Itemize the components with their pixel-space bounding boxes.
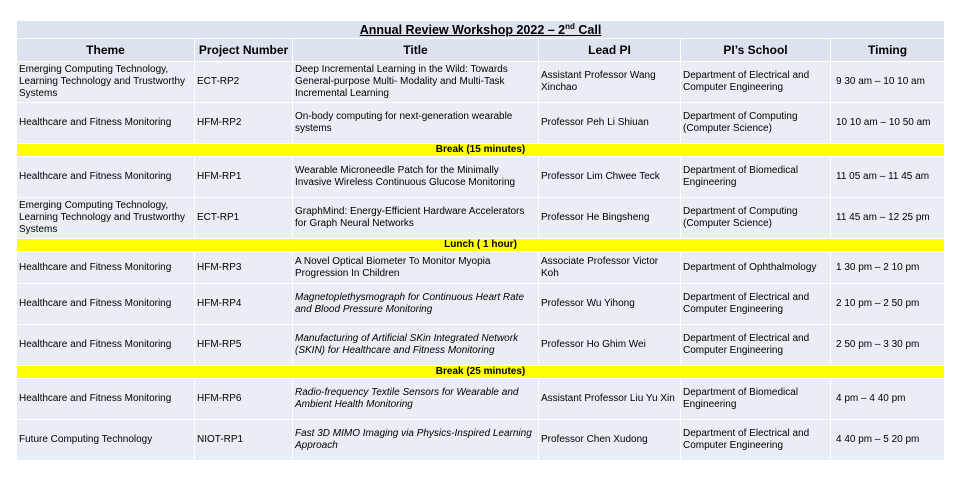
break-row	[17, 366, 945, 379]
cell-project-number: HFM-RP3	[195, 252, 293, 284]
break-row	[17, 239, 945, 252]
cell-theme: Healthcare and Fitness Monitoring	[17, 157, 195, 198]
cell-pi-school: Department of Biomedical Engineering	[681, 379, 831, 420]
cell-theme: Healthcare and Fitness Monitoring	[17, 379, 195, 420]
header-row	[17, 39, 945, 62]
document-title	[17, 21, 945, 39]
title-superscript: nd	[565, 21, 575, 31]
cell-title: A Novel Optical Biometer To Monitor Myopia Progression In Children	[293, 252, 539, 284]
cell-title: Radio-frequency Textile Sensors for Wearable and Ambient Health Monitoring	[293, 379, 539, 420]
header-lead-pi: Lead PI	[539, 39, 681, 62]
schedule-document	[16, 20, 944, 461]
break-label: Break (25 minutes)	[17, 366, 945, 379]
cell-pi-school: Department of Electrical and Computer Engineering	[681, 284, 831, 325]
cell-pi-school: Department of Electrical and Computer Engineering	[681, 62, 831, 103]
break-label: Lunch ( 1 hour)	[17, 239, 945, 252]
header-title: Title	[293, 39, 539, 62]
cell-title: On-body computing for next-generation wearable systems	[293, 103, 539, 144]
cell-lead-pi: Assistant Professor Liu Yu Xin	[539, 379, 681, 420]
cell-theme: Healthcare and Fitness Monitoring	[17, 284, 195, 325]
break-row	[17, 144, 945, 157]
session-row	[17, 284, 945, 325]
cell-timing: 2 50 pm – 3 30 pm	[831, 325, 945, 366]
cell-lead-pi: Professor Peh Li Shiuan	[539, 103, 681, 144]
cell-pi-school: Department of Computing (Computer Science)	[681, 103, 831, 144]
cell-pi-school: Department of Biomedical Engineering	[681, 157, 831, 198]
header-project-number: Project Number	[195, 39, 293, 62]
cell-timing: 9 30 am – 10 10 am	[831, 62, 945, 103]
cell-title: Wearable Microneedle Patch for the Minimally Invasive Wireless Continuous Glucose Monitoring	[293, 157, 539, 198]
schedule-body	[17, 21, 945, 461]
cell-lead-pi: Assistant Professor Wang Xinchao	[539, 62, 681, 103]
cell-lead-pi: Professor Lim Chwee Teck	[539, 157, 681, 198]
header-timing: Timing	[831, 39, 945, 62]
cell-pi-school: Department of Computing (Computer Science)	[681, 198, 831, 239]
cell-title: GraphMind: Energy-Efficient Hardware Accelerators for Graph Neural Networks	[293, 198, 539, 239]
cell-project-number: HFM-RP2	[195, 103, 293, 144]
cell-project-number: ECT-RP1	[195, 198, 293, 239]
cell-project-number: HFM-RP6	[195, 379, 293, 420]
cell-lead-pi: Associate Professor Victor Koh	[539, 252, 681, 284]
cell-title: Fast 3D MIMO Imaging via Physics-Inspired Learning Approach	[293, 420, 539, 461]
session-row	[17, 198, 945, 239]
title-text: Annual Review Workshop 2022 – 2	[359, 22, 566, 37]
cell-title: Deep Incremental Learning in the Wild: Towards General-purpose Multi- Modality and Multi-Task Incremental Learning	[293, 62, 539, 103]
cell-lead-pi: Professor Ho Ghim Wei	[539, 325, 681, 366]
cell-pi-school: Department of Electrical and Computer Engineering	[681, 420, 831, 461]
session-row	[17, 103, 945, 144]
header-theme: Theme	[17, 39, 195, 62]
cell-timing: 11 05 am – 11 45 am	[831, 157, 945, 198]
cell-project-number: ECT-RP2	[195, 62, 293, 103]
header-pi-school: PI’s School	[681, 39, 831, 62]
cell-title: Manufacturing of Artificial SKin Integrated Network (SKIN) for Healthcare and Fitness Monitoring	[293, 325, 539, 366]
cell-theme: Future Computing Technology	[17, 420, 195, 461]
cell-project-number: HFM-RP5	[195, 325, 293, 366]
title-tail: Call	[574, 22, 602, 37]
cell-theme: Emerging Computing Technology, Learning Technology and Trustworthy Systems	[17, 198, 195, 239]
cell-project-number: NIOT-RP1	[195, 420, 293, 461]
cell-lead-pi: Professor Chen Xudong	[539, 420, 681, 461]
cell-timing: 11 45 am – 12 25 pm	[831, 198, 945, 239]
session-row	[17, 252, 945, 284]
cell-timing: 4 pm – 4 40 pm	[831, 379, 945, 420]
break-label: Break (15 minutes)	[17, 144, 945, 157]
cell-pi-school: Department of Electrical and Computer Engineering	[681, 325, 831, 366]
session-row	[17, 157, 945, 198]
cell-lead-pi: Professor He Bingsheng	[539, 198, 681, 239]
cell-lead-pi: Professor Wu Yihong	[539, 284, 681, 325]
cell-theme: Healthcare and Fitness Monitoring	[17, 103, 195, 144]
session-row	[17, 379, 945, 420]
title-row	[17, 21, 945, 39]
cell-project-number: HFM-RP1	[195, 157, 293, 198]
cell-timing: 4 40 pm – 5 20 pm	[831, 420, 945, 461]
cell-theme: Healthcare and Fitness Monitoring	[17, 252, 195, 284]
cell-theme: Healthcare and Fitness Monitoring	[17, 325, 195, 366]
cell-title: Magnetoplethysmograph for Continuous Heart Rate and Blood Pressure Monitoring	[293, 284, 539, 325]
cell-timing: 1 30 pm – 2 10 pm	[831, 252, 945, 284]
session-row	[17, 62, 945, 103]
cell-project-number: HFM-RP4	[195, 284, 293, 325]
cell-timing: 2 10 pm – 2 50 pm	[831, 284, 945, 325]
session-row	[17, 325, 945, 366]
cell-timing: 10 10 am – 10 50 am	[831, 103, 945, 144]
schedule-table	[16, 20, 945, 461]
cell-pi-school: Department of Ophthalmology	[681, 252, 831, 284]
session-row	[17, 420, 945, 461]
cell-theme: Emerging Computing Technology, Learning Technology and Trustworthy Systems	[17, 62, 195, 103]
